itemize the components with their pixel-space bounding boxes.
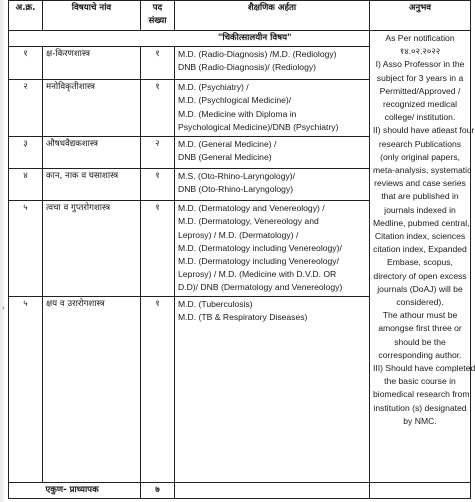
experience-line: by NMC. [403, 415, 437, 426]
experience-line: journals (DoAJ) will be [377, 283, 463, 294]
post-count: १ [141, 80, 175, 137]
header-subject-name: विषयाचे नांव [43, 1, 141, 31]
total-spacer [9, 483, 43, 499]
sr-no: १ [9, 47, 43, 80]
experience-line: considered). [396, 297, 444, 308]
qualification-line: M.D. (Dermatology, Venereology and [178, 216, 319, 227]
qualification [175, 169, 370, 201]
experience-line: Citation index, sciences [374, 231, 466, 242]
qualification-line: M.D. (Radio-Diagnosis) /M.D. (Rediology) [178, 49, 337, 60]
total-value: ७ [141, 483, 175, 499]
experience-line: directory of open excess [373, 270, 467, 281]
section-spacer [9, 31, 43, 47]
experience-line: meta-analysis, systematic [373, 165, 472, 176]
qualification-line: M.D. (TB & Respiratory Diseases) [178, 312, 308, 323]
experience-line: that are published in [381, 191, 459, 202]
header-post-count: पद संख्या [141, 1, 175, 31]
total-row [9, 483, 471, 499]
experience-line: college/ institution. [384, 112, 456, 123]
scan-mark: › [2, 304, 5, 312]
experience-line: reviews and case series [374, 178, 466, 189]
experience-line: As Per notification [385, 33, 455, 43]
qualification [175, 80, 370, 137]
subject-name: क्षय व उरारोगशास्त्र [43, 297, 141, 483]
experience-line: III) Should have completed [373, 363, 475, 374]
qualification [175, 137, 370, 169]
posts-table [8, 0, 475, 499]
experience-line: I) Asso Professor in the [375, 59, 465, 70]
qualification-line: DNB (Radio-Diagnosis)/ (Rediology) [178, 62, 317, 73]
sr-no: ३ [9, 137, 43, 169]
post-count: २ [141, 137, 175, 169]
experience-line: citation index, Expanded [373, 244, 467, 255]
experience-line: journals indexed in [384, 204, 456, 215]
subject-name: त्वचा व गुप्तरोगशास्त्र [43, 201, 141, 297]
subject-name: औषधवैद्यकशास्त्र [43, 137, 141, 169]
experience-line: Medline, pubmed central, [373, 217, 470, 228]
experience-line: research Publications [378, 138, 462, 149]
experience-line: II) should have atleast four [373, 125, 475, 136]
experience-line: recognized medical [382, 99, 458, 110]
paper-edge [0, 0, 6, 502]
post-count: १ [141, 201, 175, 297]
post-count: १ [141, 297, 175, 483]
experience-line: institution (s) designated [373, 402, 467, 413]
experience-line: the basic course in [384, 376, 456, 387]
qualification-line: Leprosy) / M.D. (Medicine with D.V.D. OR [178, 269, 337, 280]
header-qualification: शैक्षणिक अर्हता [175, 1, 370, 31]
post-count: १ [141, 169, 175, 201]
post-count: १ [141, 47, 175, 80]
experience-line: Embase, scopus, [387, 257, 453, 268]
subject-name: क्ष-किरणशास्त्र [43, 47, 141, 80]
section-row [9, 31, 471, 47]
experience-line: amongse first three or [378, 323, 462, 334]
sr-no: ५ [9, 297, 43, 483]
total-experience-blank [370, 483, 471, 499]
section-title: "चिकीत्सालयीन विषय" [141, 31, 370, 47]
qualification-line: M.D. (Psychiatry) / [178, 82, 249, 93]
qualification [175, 47, 370, 80]
qualification-line: D.D)/ DNB (Dermatology and Venereology) [178, 282, 343, 293]
section-spacer [43, 31, 141, 47]
sr-no: २ [9, 80, 43, 137]
qualification [175, 201, 370, 297]
qualification-line: Leprosy) / M.D. (Dermatology) / [178, 229, 299, 240]
qualification-line: M.D. (Dermatology including Venereology/ [178, 256, 339, 267]
qualification-line: M.D. (Medicine with Diploma in [178, 108, 297, 119]
subject-name: मनोविकृतीशास्त्र [43, 80, 141, 137]
qualification-line: DNB (General Medicine) [178, 152, 272, 163]
experience-line: (only original papers, [380, 151, 460, 162]
header-experience: अनुभव [370, 1, 471, 31]
experience-line: १४.०२.२०२२ [399, 46, 441, 57]
qualification-line: M.D. (Tuberculosis) [178, 299, 253, 310]
experience-line: should be the [394, 336, 446, 347]
qualification-line: M.S. (Oto-Rhino-Laryngology)/ [178, 171, 296, 182]
qualification-line: M.D. (General Medicine) / [178, 139, 277, 150]
experience-line: subject for 3 years in a [376, 72, 464, 83]
experience-cell [370, 31, 475, 483]
qualification-line: M.D. (Dermatology and Venereology) / [178, 203, 325, 214]
sr-no: ४ [9, 169, 43, 201]
total-label: एकुण- प्राध्यापक [43, 483, 141, 499]
qualification-line: Psychological Medicine)/DNB (Psychiatry) [178, 121, 339, 132]
qualification-line: DNB (Oto-Rhino-Laryngology) [178, 184, 294, 195]
header-row [9, 1, 471, 31]
experience-line: Permitted/Approved / [379, 85, 461, 96]
qualification [175, 297, 370, 483]
sr-no: ५ [9, 201, 43, 297]
total-qualification-blank [175, 483, 370, 499]
subject-name: कान, नाक व घसाशास्त्र [43, 169, 141, 201]
experience-line: biomedical research from [373, 389, 470, 400]
experience-line: corresponding author. [378, 349, 462, 360]
qualification-line: M.D. (Psychlogical Medicine)/ [178, 95, 292, 106]
qualification-line: M.D. (Dermatology including Venereology)/ [178, 242, 342, 253]
experience-line: The athour must be [382, 310, 458, 321]
header-sr-no: अ.क्र. [9, 1, 43, 31]
